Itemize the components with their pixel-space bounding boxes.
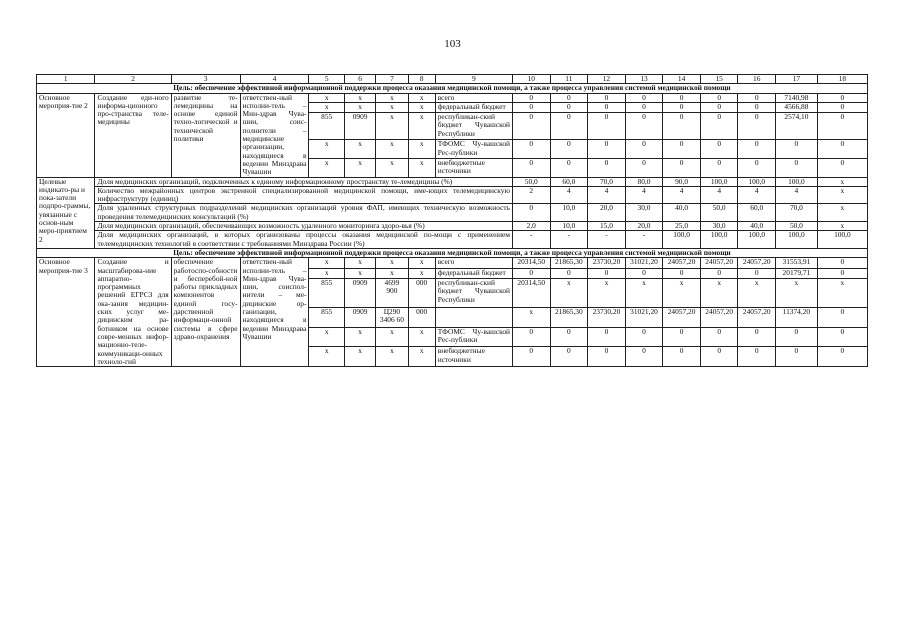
funding-value: 0 (776, 327, 818, 347)
funding-source (435, 307, 512, 327)
budget-code: x (309, 140, 344, 159)
goal-title: Цель: обеспечение эффективной информационной поддержки процесса оказания медицинской помощи, а также процесса управления системой медицинской помощи (37, 248, 868, 257)
indicator-value: 70,0 (588, 177, 626, 186)
column-number: 15 (700, 75, 738, 84)
indicator-row (37, 177, 868, 186)
budget-code: x (344, 140, 375, 159)
budget-code: x (344, 159, 375, 178)
funding-value: 0 (700, 268, 738, 278)
funding-value: 0 (588, 268, 626, 278)
funding-value: 0 (512, 268, 550, 278)
budget-code: 4699 900 (376, 279, 408, 308)
funding-value: 0 (550, 159, 588, 178)
funding-value: 0 (776, 140, 818, 159)
funding-value: 23730,20 (588, 258, 626, 268)
indicator-value: 100,0 (738, 177, 776, 186)
indicator-value: 20,0 (588, 204, 626, 222)
budget-code: Ц290 3406 60 (376, 307, 408, 327)
indicator-value: x (817, 177, 867, 186)
indicator-value: 4 (776, 186, 818, 204)
measure-direction: развитие те-лемедицины на основе единой техно-логической и технической политики (171, 93, 240, 177)
indicator-value: 15,0 (588, 222, 626, 231)
funding-value: 0 (817, 113, 867, 140)
funding-value: 0 (817, 307, 867, 327)
funding-value: 0 (663, 159, 701, 178)
indicator-value: 50,0 (700, 204, 738, 222)
column-number: 16 (738, 75, 776, 84)
column-number: 8 (408, 75, 435, 84)
column-number: 14 (663, 75, 701, 84)
column-number: 4 (240, 75, 309, 84)
page-number: 103 (444, 38, 461, 50)
indicator-value: - (588, 231, 626, 249)
budget-code: x (376, 113, 408, 140)
indicator-label: Целевые индикато-ры и пока-затели подпро-граммы, увязанные с основ-ным меро-приятием 2 (37, 177, 95, 248)
funding-value: 0 (625, 268, 663, 278)
goal-row (37, 84, 868, 93)
funding-value: 0 (700, 327, 738, 347)
funding-source: ТФОМС Чу-вашской Рес-публики (435, 140, 512, 159)
column-number: 11 (550, 75, 588, 84)
funding-value: 24057,20 (663, 258, 701, 268)
indicator-row (37, 186, 868, 204)
column-number: 12 (588, 75, 626, 84)
funding-value: 0 (738, 113, 776, 140)
funding-value: 0 (817, 258, 867, 268)
indicator-value: 70,0 (776, 204, 818, 222)
column-number: 10 (512, 75, 550, 84)
funding-value: 7140,98 (776, 93, 818, 103)
indicator-value: 100,0 (700, 177, 738, 186)
budget-code: x (408, 113, 435, 140)
funding-value: 11374,20 (776, 307, 818, 327)
indicator-value: 4 (588, 186, 626, 204)
funding-value: 0 (817, 268, 867, 278)
indicator-value: 4 (625, 186, 663, 204)
funding-value: 31021,20 (625, 307, 663, 327)
funding-value: 0 (512, 93, 550, 103)
funding-value: 0 (700, 113, 738, 140)
funding-source: федеральный бюджет (435, 268, 512, 278)
column-number: 13 (625, 75, 663, 84)
goal-title: Цель: обеспечение эффективной информационной поддержки процесса оказания медицинской помощи, а также процесса управления системой медицинской помощи (37, 84, 868, 93)
funding-value: 0 (625, 159, 663, 178)
funding-source: республикан-ский бюджет Чувашской Республики (435, 279, 512, 308)
funding-value: 0 (817, 103, 867, 113)
funding-value: 0 (512, 347, 550, 367)
funding-value: 0 (738, 347, 776, 367)
funding-value: 0 (512, 113, 550, 140)
indicator-value: 4 (700, 186, 738, 204)
funding-value: 20179,71 (776, 268, 818, 278)
budget-code: 855 (309, 113, 344, 140)
indicator-value: 40,0 (738, 222, 776, 231)
indicator-value: x (817, 222, 867, 231)
indicator-text: Количество межрайонных центров экстренной специализированной медицинской помощи, име-ющих телемедицинскую инфраструктуру (единиц) (95, 186, 513, 204)
funding-value: 0 (512, 140, 550, 159)
measure-executor: ответствен-ный исполни-тель – Мин-здрав Чува-шии, соис-полнители – медицинские организации, находящиеся в ведении Минздрава Чувашии (240, 93, 309, 177)
indicator-value: 10,0 (550, 222, 588, 231)
budget-code: x (309, 268, 344, 278)
indicator-text: Доля медицинских организаций, обеспечивающих возможность удаленного мониторинга здоро-вья (%) (95, 222, 513, 231)
funding-value: 0 (512, 159, 550, 178)
budget-code: x (344, 327, 375, 347)
indicator-text: Доля медицинских организаций, в которых организованы процессы оказания медицинской по-мощи с применением телемедицинских технологий в соответствии с требованиями Минздрава России (%) (95, 231, 513, 249)
budget-code: x (344, 258, 375, 268)
funding-value: 0 (663, 113, 701, 140)
indicator-value: 100,0 (776, 177, 818, 186)
column-number: 9 (435, 75, 512, 84)
indicator-value: 50,0 (776, 222, 818, 231)
funding-value: 0 (588, 140, 626, 159)
funding-value: 0 (588, 93, 626, 103)
funding-value: 21865,30 (550, 307, 588, 327)
funding-value: 31021,20 (625, 258, 663, 268)
budget-code: x (309, 258, 344, 268)
funding-value: 0 (625, 347, 663, 367)
funding-value: 0 (776, 159, 818, 178)
indicator-value: 100,0 (700, 231, 738, 249)
funding-value: 23730,20 (588, 307, 626, 327)
budget-code: x (408, 258, 435, 268)
indicator-row (37, 204, 868, 222)
budget-code: x (408, 347, 435, 367)
funding-value: 0 (663, 103, 701, 113)
column-number: 7 (376, 75, 408, 84)
budget-code: x (376, 140, 408, 159)
budget-code: x (376, 103, 408, 113)
funding-value: 0 (776, 347, 818, 367)
funding-value: x (700, 279, 738, 308)
funding-value: 0 (512, 103, 550, 113)
funding-value: 24057,20 (738, 258, 776, 268)
funding-source: республикан-ский бюджет Чувашской Республики (435, 113, 512, 140)
funding-value: 24057,20 (700, 307, 738, 327)
indicator-value: 0 (512, 204, 550, 222)
funding-value: x (512, 307, 550, 327)
funding-value: 0 (625, 93, 663, 103)
budget-code: x (376, 268, 408, 278)
funding-value: 31553,91 (776, 258, 818, 268)
budget-code: x (344, 93, 375, 103)
column-number: 2 (95, 75, 171, 84)
column-number-row (37, 75, 868, 84)
funding-value: 0 (625, 140, 663, 159)
funding-value: x (588, 279, 626, 308)
funding-value: 24057,20 (700, 258, 738, 268)
indicator-value: 4 (738, 186, 776, 204)
funding-source: федеральный бюджет (435, 103, 512, 113)
funding-value: 0 (738, 159, 776, 178)
funding-value: 0 (512, 327, 550, 347)
budget-code: x (309, 347, 344, 367)
funding-value: 0 (817, 93, 867, 103)
budget-code: x (376, 327, 408, 347)
indicator-row (37, 222, 868, 231)
budget-code: x (376, 347, 408, 367)
funding-value: 0 (817, 327, 867, 347)
funding-source: всего (435, 258, 512, 268)
funding-value: x (663, 279, 701, 308)
funding-value: 0 (588, 103, 626, 113)
funding-value: 0 (700, 140, 738, 159)
funding-value: 0 (817, 347, 867, 367)
budget-code: 000 (408, 307, 435, 327)
funding-value: 0 (588, 327, 626, 347)
indicator-value: 20,0 (625, 222, 663, 231)
budget-code: x (408, 103, 435, 113)
funding-value: 0 (663, 268, 701, 278)
funding-value: 0 (738, 93, 776, 103)
funding-value: 0 (738, 327, 776, 347)
funding-value: 20314,50 (512, 279, 550, 308)
budget-code: 855 (309, 307, 344, 327)
funding-value: 0 (817, 159, 867, 178)
column-number: 6 (344, 75, 375, 84)
funding-value: 0 (588, 159, 626, 178)
indicator-value: x (817, 204, 867, 222)
budget-code: 0909 (344, 307, 375, 327)
funding-source: внебюджетные источники (435, 159, 512, 178)
indicator-value: 100,0 (738, 231, 776, 249)
funding-value: 2574,10 (776, 113, 818, 140)
funding-value: 0 (663, 327, 701, 347)
measure-direction: обеспечение работоспо-собности и бесперебой-ной работы прикладных компонентов единой госу-дарственной информаци-онной системы в сфере здраво-охранения (171, 258, 240, 367)
measure-name: Создание и масштабирова-ние аппаратно-программных решений ЕГРСЗ для ока-зания медицин-ских услуг ме-дицинским ра-ботником на основе совре-менных инфор-мационно-теле-коммуникаци-онных техноло-гий (95, 258, 171, 367)
funding-value: 0 (625, 113, 663, 140)
budget-code: x (376, 258, 408, 268)
funding-value: 0 (738, 268, 776, 278)
column-number: 5 (309, 75, 344, 84)
funding-value: 0 (625, 327, 663, 347)
funding-value: 0 (625, 103, 663, 113)
indicator-value: 30,0 (625, 204, 663, 222)
funding-value: 0 (550, 140, 588, 159)
funding-value: 0 (663, 93, 701, 103)
column-number: 18 (817, 75, 867, 84)
measure-type: Основное мероприя-тие 2 (37, 93, 95, 177)
budget-code: x (408, 93, 435, 103)
measure-row (37, 258, 868, 268)
measure-type: Основное мероприя-тие 3 (37, 258, 95, 367)
measure-name: Создание еди-ного информа-ционного про-странства теле-медицины (95, 93, 171, 177)
indicator-value: 50,0 (512, 177, 550, 186)
funding-source: внебюджетные источники (435, 347, 512, 367)
budget-code: x (344, 347, 375, 367)
funding-value: 0 (550, 113, 588, 140)
indicator-value: 90,0 (663, 177, 701, 186)
indicator-value: 2 (512, 186, 550, 204)
funding-value: x (776, 279, 818, 308)
funding-value: 0 (700, 347, 738, 367)
funding-value: 0 (550, 103, 588, 113)
funding-value: 24057,20 (663, 307, 701, 327)
budget-code: 0909 (344, 113, 375, 140)
funding-value: 0 (550, 93, 588, 103)
indicator-row (37, 231, 868, 249)
indicator-value: 100,0 (817, 231, 867, 249)
funding-value: 0 (738, 140, 776, 159)
measure-row (37, 93, 868, 103)
indicator-value: 100,0 (776, 231, 818, 249)
funding-value: x (738, 279, 776, 308)
funding-value: 21865,30 (550, 258, 588, 268)
budget-code: x (376, 93, 408, 103)
funding-value: 4566,88 (776, 103, 818, 113)
indicator-value: 100,0 (663, 231, 701, 249)
indicator-value: 4 (663, 186, 701, 204)
column-number: 17 (776, 75, 818, 84)
funding-source: ТФОМС Чу-вашской Рес-публики (435, 327, 512, 347)
budget-code: x (408, 327, 435, 347)
funding-value: 0 (550, 268, 588, 278)
indicator-value: 25,0 (663, 222, 701, 231)
funding-value: 0 (550, 347, 588, 367)
budget-code: x (344, 103, 375, 113)
column-number: 3 (171, 75, 240, 84)
indicator-value: x (817, 186, 867, 204)
funding-value: 0 (663, 347, 701, 367)
funding-value: x (550, 279, 588, 308)
column-number: 1 (37, 75, 95, 84)
funding-value: x (817, 279, 867, 308)
indicator-value: 60,0 (550, 177, 588, 186)
indicator-text: Доля медицинских организаций, подключенных к единому информационному пространству те-лемедицины (%) (95, 177, 513, 186)
budget-code: x (309, 93, 344, 103)
indicator-value: 80,0 (625, 177, 663, 186)
budget-code: 855 (309, 279, 344, 308)
budget-code: x (344, 268, 375, 278)
budget-code: 000 (408, 279, 435, 308)
measure-executor: ответствен-ный исполни-тель – Мин-здрав Чува-шии, соиспол-нители – ме-дицинские ор-ганизации, находящиеся в ведении Минздрава Чувашии (240, 258, 309, 367)
funding-value: 0 (700, 93, 738, 103)
funding-value: 0 (550, 327, 588, 347)
budget-code: x (309, 159, 344, 178)
funding-value: 24057,20 (738, 307, 776, 327)
funding-value: 0 (700, 103, 738, 113)
budget-code: x (408, 159, 435, 178)
budget-code: 0909 (344, 279, 375, 308)
indicator-value: 30,0 (700, 222, 738, 231)
funding-source: всего (435, 93, 512, 103)
funding-value: 0 (663, 140, 701, 159)
indicator-value: - (512, 231, 550, 249)
budget-code: x (309, 327, 344, 347)
indicator-value: - (625, 231, 663, 249)
indicator-text: Доля удаленных структурных подразделений медицинских организаций уровня ФАП, имеющих техническую возможность проведения телемедицинских консультаций (%) (95, 204, 513, 222)
funding-value: 0 (817, 140, 867, 159)
budget-code: x (376, 159, 408, 178)
budget-code: x (309, 103, 344, 113)
indicator-value: 4 (550, 186, 588, 204)
funding-value: 20314,50 (512, 258, 550, 268)
indicator-value: 2,0 (512, 222, 550, 231)
program-table (36, 74, 868, 367)
indicator-value: 40,0 (663, 204, 701, 222)
funding-value: 0 (588, 347, 626, 367)
budget-code: x (408, 268, 435, 278)
funding-value: 0 (588, 113, 626, 140)
indicator-value: 60,0 (738, 204, 776, 222)
funding-value: x (625, 279, 663, 308)
indicator-value: - (550, 231, 588, 249)
goal-row (37, 248, 868, 257)
indicator-value: 10,0 (550, 204, 588, 222)
budget-code: x (408, 140, 435, 159)
funding-value: 0 (700, 159, 738, 178)
funding-value: 0 (738, 103, 776, 113)
